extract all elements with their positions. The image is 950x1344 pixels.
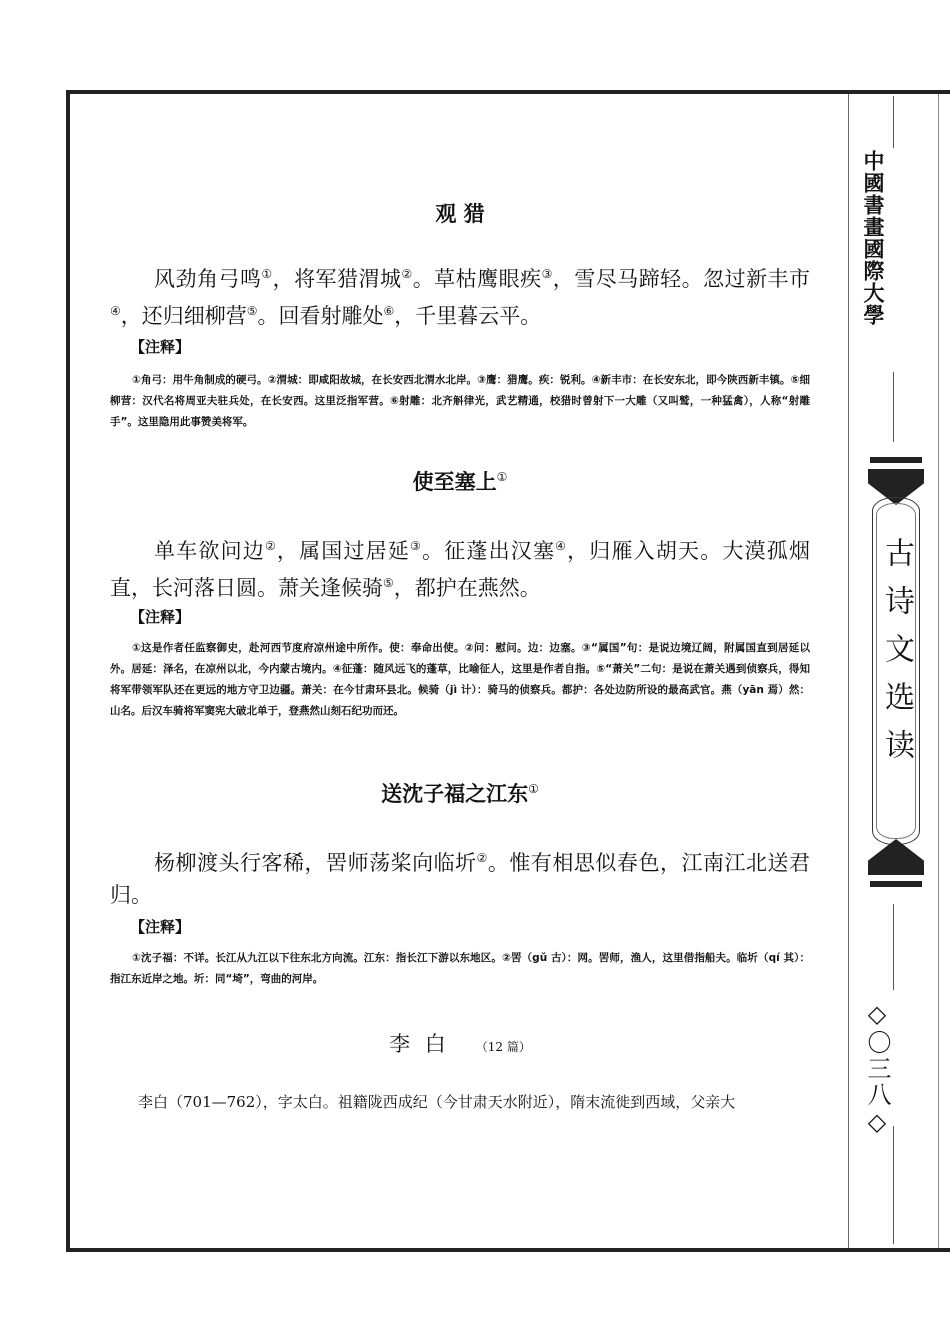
poem-title xyxy=(110,198,810,228)
page-frame-bottom xyxy=(66,1248,950,1252)
footnote-mark: ① xyxy=(261,267,273,281)
footnote-mark: ① xyxy=(496,470,508,484)
author-bio: 李白（701—762），字太白。祖籍陇西成纪（今甘肃天水附近），隋末流徙到西域，父亲大 xyxy=(138,1093,736,1111)
footnote-mark: ② xyxy=(264,539,277,553)
poem-text: 杨柳渡头行客稀，罟师荡桨向临圻②。惟有相思似春色，江南江北送君归。 xyxy=(110,851,810,907)
footnote-mark: ④ xyxy=(555,539,568,553)
footnote-mark: ① xyxy=(528,782,539,796)
poem-title-text: 使至塞上 xyxy=(412,470,497,494)
book-title: 古诗文选读 xyxy=(879,537,914,777)
author-name: 李 白 xyxy=(389,1032,450,1056)
notes-text: ①这是作者任监察御史，赴河西节度府凉州途中所作。使：奉命出使。②问：慰问。边：边塞。③“属国”句：是说边境辽阔，附属国直到居延以外。居延：泽名，在凉州以北，今内蒙古境内。④征蓬：随风远飞的蓬草，比喻征人，这里是作者自指。⑤“萧关”二句：是说在萧关遇到侦察兵，得知将军带领军队还在更远的地方守卫边疆。萧关：在今甘肃环县北。候骑（jì 计）：骑马的侦察兵。都护：各处边防所设的最高武官。燕（yān 焉）然：山名。后汉车骑将军窦宪大破北单于，登燕然山刻石纪功而还。 xyxy=(110,642,810,717)
notes-label: 【注释】 xyxy=(130,608,191,626)
footnote-mark: ⑤ xyxy=(246,304,258,318)
sidebar-edge xyxy=(938,94,939,1248)
sidebar-rule xyxy=(893,96,894,148)
poem-title-text: 送沈子福之江东 xyxy=(381,782,529,806)
university-name: 中國書畫國際大學 xyxy=(861,150,885,326)
footnote-mark: ② xyxy=(401,267,413,281)
poem-title-text: 观 猎 xyxy=(435,202,485,226)
notes-label: 【注释】 xyxy=(130,918,191,936)
banner-cap-bottom xyxy=(868,839,924,875)
page-number: ◇〇三八◇ xyxy=(863,1000,891,1138)
poem-text: 单车欲问边②，属国过居延③。征蓬出汉塞④，归雁入胡天。大漠孤烟直，长河落日圆。萧关逢候骑⑤，都护在燕然。 xyxy=(110,539,810,600)
banner-bar xyxy=(870,881,922,887)
notes-text: ①角弓：用牛角制成的硬弓。②渭城：即咸阳故城，在长安西北渭水北岸。③鹰：猎鹰。疾：锐利。④新丰市：在长安东北，即今陕西新丰镇。⑤细柳营：汉代名将周亚夫驻兵处，在长安西。这里泛指军营。⑥射雕：北齐斛律光，武艺精通，校猎时曾射下一大雕（又叫鹫，一种猛禽），人称“射雕手”。这里隐用此事赞美将军。 xyxy=(110,374,810,428)
banner-bar xyxy=(870,457,922,463)
notes-label: 【注释】 xyxy=(130,338,191,356)
footnote-mark: ③ xyxy=(410,539,422,553)
author-heading xyxy=(110,1028,810,1058)
poem-title xyxy=(110,466,810,496)
footnote-mark: ③ xyxy=(541,267,553,281)
sidebar-rule xyxy=(893,372,894,442)
footnote-mark: ② xyxy=(476,851,488,865)
poem-text: 风劲角弓鸣①，将军猎渭城②。草枯鹰眼疾③，雪尽马蹄轻。忽过新丰市④，还归细柳营⑤。回看射雕处⑥，千里暮云平。 xyxy=(110,267,811,328)
sidebar-divider xyxy=(848,94,849,1248)
footnote-mark: ④ xyxy=(110,304,121,318)
book-title-banner xyxy=(868,457,924,887)
footnote-mark: ⑤ xyxy=(383,576,394,590)
sidebar-rule xyxy=(893,1126,894,1244)
notes-text: ①沈子福：不详。长江从九江以下往东北方向流。江东：指长江下游以东地区。②罟（gǔ 古）：网。罟师，渔人，这里借指船夫。临圻（qí 其）：指江东近岸之地。圻：同“埼”，弯曲的河岸。 xyxy=(110,952,810,985)
page-frame-top xyxy=(66,90,950,94)
page-frame-left xyxy=(66,90,70,1252)
sidebar-rule xyxy=(893,904,894,990)
footnote-mark: ⑥ xyxy=(383,304,395,318)
author-poem-count: （12 篇） xyxy=(475,1040,531,1054)
poem-title xyxy=(110,778,810,808)
